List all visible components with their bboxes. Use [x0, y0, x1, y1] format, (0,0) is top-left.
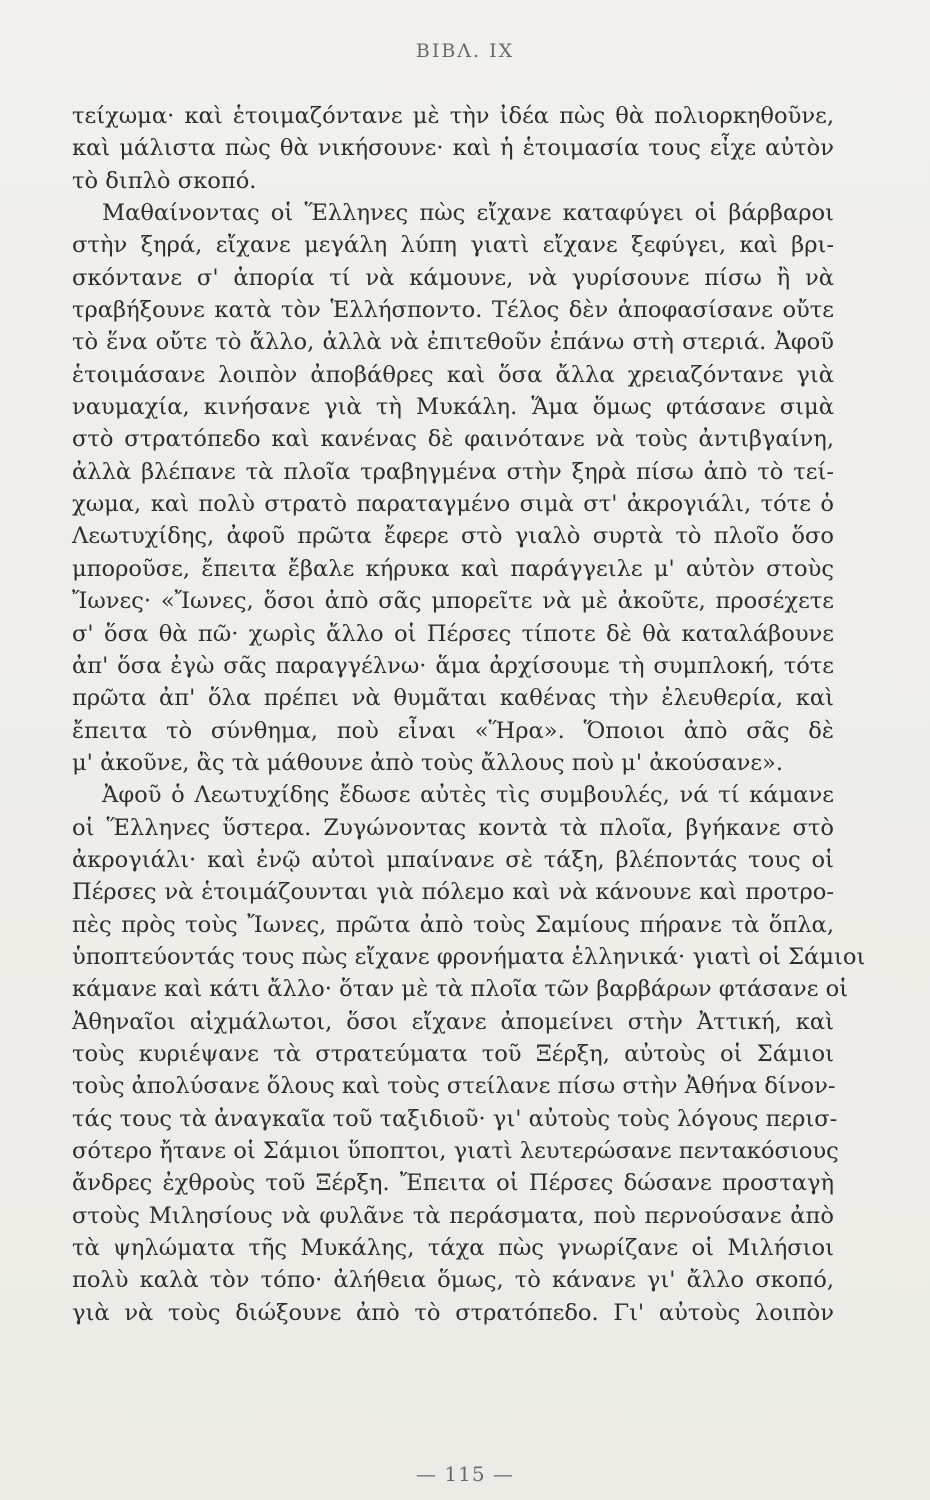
- text-line: ἀκρογιάλι· καὶ ἐνῷ αὐτοὶ μπαίνανε σὲ τάξη, βλέποντάς τους οἱ: [72, 846, 834, 873]
- text-line: Ἀφοῦ ὁ Λεωτυχίδης ἔδωσε αὐτὲς τὶς συμβουλές, νά τί κάμανε: [102, 782, 834, 809]
- text-line: στὴν ξηρά, εἴχανε μεγάλη λύπη γιατὶ εἴχανε ξεφύγει, καὶ βρι-: [72, 232, 834, 259]
- text-line: τοὺς ἀπολύσανε ὅλους καὶ τοὺς στείλανε πίσω στὴν Ἀθήνα δίνον-: [72, 1073, 836, 1100]
- text-line: χωμα, καὶ πολὺ στρατὸ παραταγμένο σιμὰ στ' ἀκρογιάλι, τότε ὁ: [72, 491, 834, 518]
- text-line: πρῶτα ἀπ' ὅλα πρέπει νὰ θυμᾶται καθένας τὴν ἐλευθερία, καὶ: [72, 685, 834, 712]
- text-line: γιὰ νὰ τοὺς διώξουνε ἀπὸ τὸ στρατόπεδο. Γι' αὐτοὺς λοιπὸν: [72, 1299, 834, 1326]
- page-number: — 115 —: [416, 1462, 514, 1486]
- text-line: τραβήξουνε κατὰ τὸν Ἑλλήσποντο. Τέλος δὲν ἀποφασίσανε οὔτε: [72, 297, 834, 324]
- text-line: τὰ ψηλώματα τῆς Μυκάλης, τάχα πὼς γνωρίζανε οἱ Μιλήσιοι: [72, 1235, 834, 1262]
- text-line: τάς τους τὰ ἀναγκαῖα τοῦ ταξιδιοῦ· γι' αὐτοὺς τοὺς λόγους περισ-: [72, 1105, 838, 1132]
- text-line: ἀπ' ὅσα ἐγὼ σᾶς παραγγέλνω· ἅμα ἀρχίσουμε τὴ συμπλοκή, τότε: [72, 652, 834, 679]
- text-line: Πέρσες νὰ ἑτοιμάζουνται γιὰ πόλεμο καὶ νὰ κάνουνε καὶ προτρο-: [72, 879, 834, 906]
- running-head: ΒΙΒΛ. IX: [415, 40, 515, 62]
- text-line: τὸ διπλὸ σκοπό.: [72, 167, 257, 194]
- text-line: Μαθαίνοντας οἱ Ἕλληνες πὼς εἴχανε καταφύγει οἱ βάρβαροι: [102, 200, 834, 227]
- text-line: ὑποπτεύοντάς τους πὼς εἴχανε φρονήματα ἑλληνικά· γιατὶ οἱ Σάμιοι: [72, 943, 866, 970]
- text-line: πὲς πρὸς τοὺς Ἴωνες, πρῶτα ἀπὸ τοὺς Σαμίους πήρανε τὰ ὅπλα,: [72, 911, 834, 938]
- text-line: στοὺς Μιλησίους νὰ φυλᾶνε τὰ περάσματα, ποὺ περνούσανε ἀπὸ: [72, 1202, 834, 1229]
- text-line: κάμανε καὶ κάτι ἄλλο· ὅταν μὲ τὰ πλοῖα τῶν βαρβάρων φτάσανε οἱ: [72, 976, 849, 1003]
- text-line: σ' ὅσα θὰ πῶ· χωρὶς ἄλλο οἱ Πέρσες τίποτε δὲ θὰ καταλάβουνε: [72, 620, 834, 647]
- text-line: οἱ Ἕλληνες ὕστερα. Ζυγώνοντας κοντὰ τὰ πλοῖα, βγήκανε στὸ: [72, 814, 834, 841]
- text-line: ναυμαχία, κινήσανε γιὰ τὴ Μυκάλη. Ἅμα ὅμως φτάσανε σιμὰ: [72, 394, 834, 421]
- text-line: ἄνδρες ἐχθροὺς τοῦ Ξέρξη. Ἔπειτα οἱ Πέρσες δώσανε προσταγὴ: [72, 1170, 834, 1197]
- text-line: στὸ στρατόπεδο καὶ κανένας δὲ φαινότανε νὰ τοὺς ἀντιβγαίνη,: [72, 426, 834, 453]
- body-text: [72, 100, 866, 1329]
- text-line: τὸ ἕνα οὔτε τὸ ἄλλο, ἀλλὰ νὰ ἐπιτεθοῦν ἐπάνω στὴ στεριά. Ἀφοῦ: [72, 329, 834, 356]
- text-line: ἀλλὰ βλέπανε τὰ πλοῖα τραβηγμένα στὴν ξηρὰ πίσω ἀπὸ τὸ τεί-: [72, 458, 834, 485]
- text-line: τείχωμα· καὶ ἑτοιμαζόντανε μὲ τὴν ἰδέα πὼς θὰ πολιορκηθοῦνε,: [72, 103, 834, 129]
- text-line: πολὺ καλὰ τὸν τόπο· ἀλήθεια ὅμως, τὸ κάνανε γι' ἄλλο σκοπό,: [72, 1267, 834, 1294]
- text-line: μποροῦσε, ἔπειτα ἔβαλε κήρυκα καὶ παράγγειλε μ' αὐτὸν στοὺς: [72, 555, 834, 582]
- text-line: μ' ἀκοῦνε, ἂς τὰ μάθουνε ἀπὸ τοὺς ἄλλους ποὺ μ' ἀκούσανε».: [72, 749, 784, 776]
- text-line: καὶ μάλιστα πὼς θὰ νικήσουνε· καὶ ἡ ἑτοιμασία τους εἶχε αὐτὸν: [72, 135, 834, 162]
- text-line: Λεωτυχίδης, ἀφοῦ πρῶτα ἔφερε στὸ γιαλὸ συρτὰ τὸ πλοῖο ὅσο: [72, 523, 834, 550]
- text-line: ἑτοιμάσανε λοιπὸν ἀποβάθρες καὶ ὅσα ἄλλα χρειαζόντανε γιὰ: [72, 361, 834, 388]
- text-line: τοὺς κυριέψανε τὰ στρατεύματα τοῦ Ξέρξη, αὐτοὺς οἱ Σάμιοι: [72, 1040, 834, 1067]
- text-line: ἔπειτα τὸ σύνθημα, ποὺ εἶναι «Ἥρα». Ὅποιοι ἀπὸ σᾶς δὲ: [72, 717, 834, 744]
- text-line: Ἀθηναῖοι αἰχμάλωτοι, ὅσοι εἴχανε ἀπομείνει στὴν Ἀττική, καὶ: [72, 1008, 834, 1035]
- text-line: σότερο ἤτανε οἱ Σάμιοι ὕποπτοι, γιατὶ λευτερώσανε πεντακόσιους: [72, 1138, 839, 1164]
- text-line: σκόντανε σ' ἀπορία τί νὰ κάμουνε, νὰ γυρίσουνε πίσω ἢ νὰ: [72, 264, 834, 291]
- text-line: Ἴωνες· «Ἴωνες, ὅσοι ἀπὸ σᾶς μπορεῖτε νὰ μὲ ἀκοῦτε, προσέχετε: [72, 588, 834, 615]
